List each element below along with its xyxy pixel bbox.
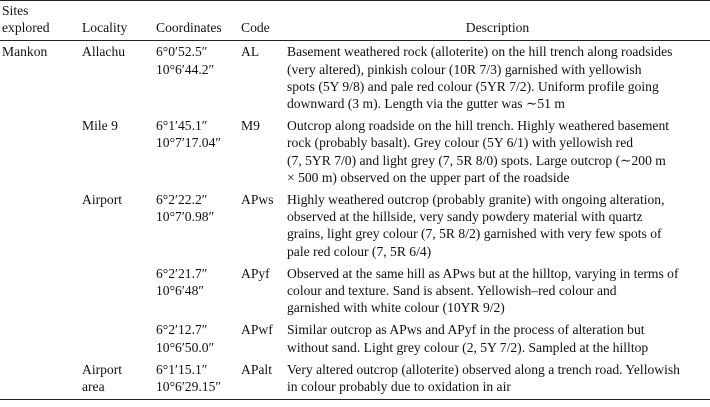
longitude: 10°6′50.0″ [156, 339, 215, 355]
locality-cell: Allachu [82, 44, 126, 60]
site-cell: Mankon [2, 44, 48, 60]
table-row [0, 115, 710, 189]
locality-cell [80, 263, 154, 320]
description-line: Very altered outcrop (alloterite) observed along a trench road. Yellowish [287, 361, 680, 377]
site-cell [0, 359, 80, 400]
locality-line: Airport [82, 361, 123, 377]
table-row [0, 359, 710, 400]
description-cell [285, 263, 710, 320]
code-cell: APyf [241, 265, 270, 281]
table-row [0, 263, 710, 320]
longitude: 10°6′29.15″ [156, 379, 222, 395]
description-cell [285, 359, 710, 400]
coordinates-cell [154, 115, 239, 189]
description-line: pale red colour (7, 5R 6/4) [287, 243, 432, 259]
coordinates-cell [154, 41, 239, 115]
description-line: garnished with white colour (10YR 9/2) [287, 300, 505, 316]
table-row [0, 319, 710, 358]
description-line: grains, light grey colour (7, 5R 8/2) garnished with very few spots of [287, 226, 662, 242]
coordinates-cell [154, 189, 239, 263]
locality-line: area [82, 379, 105, 395]
header-row [0, 1, 710, 41]
header-sites-explored [0, 1, 80, 41]
locality-cell: Mile 9 [82, 118, 118, 134]
description-line: (very altered), pinkish colour (10R 7/3) garnished with yellowish [287, 61, 642, 77]
site-cell [0, 263, 80, 320]
latitude: 6°2′12.7″ [156, 322, 208, 338]
description-line: spots (5Y 9/8) and pale red colour (5YR 7/2). Uniform profile going [287, 78, 659, 94]
longitude: 10°6′44.2″ [156, 61, 215, 77]
header-code: Code [239, 1, 285, 41]
locality-cell [80, 319, 154, 358]
header-description: Description [285, 1, 710, 41]
table-row [0, 189, 710, 263]
table-row [0, 41, 710, 115]
description-line: Highly weathered outcrop (probably granite) with ongoing alteration, [287, 192, 665, 208]
description-line: without sand. Light grey colour (2, 5Y 7/2). Sampled at the hilltop [287, 339, 649, 355]
description-line: observed at the hillside, very sandy powdery material with quartz [287, 209, 643, 225]
description-line: Similar outcrop as APws and APyf in the process of alteration but [287, 322, 645, 338]
longitude: 10°7′17.04″ [156, 135, 222, 151]
longitude: 10°6′48″ [156, 283, 205, 299]
header-sites-line: Sites [2, 3, 29, 18]
description-line: downward (3 m). Length via the gutter was ∼51 m [287, 96, 565, 112]
description-line: Observed at the same hill as APws but at the hilltop, varying in terms of [287, 265, 679, 281]
description-cell [285, 41, 710, 115]
locality-cell [80, 359, 154, 400]
code-cell: M9 [241, 118, 260, 134]
latitude: 6°1′15.1″ [156, 361, 208, 377]
coordinates-cell [154, 359, 239, 400]
latitude: 6°2′21.7″ [156, 265, 208, 281]
coordinates-cell [154, 263, 239, 320]
header-explored-line: explored [2, 20, 50, 36]
code-cell: AL [241, 44, 260, 60]
header-coordinates: Coordinates [154, 1, 239, 41]
description-line: colour and texture. Sand is absent. Yellowish–red colour and [287, 283, 617, 299]
description-cell [285, 319, 710, 358]
latitude: 6°0′52.5″ [156, 44, 208, 60]
header-locality: Locality [80, 1, 154, 41]
coordinates-cell [154, 319, 239, 358]
description-cell [285, 189, 710, 263]
code-cell: APalt [239, 359, 285, 400]
description-line: Outcrop along roadside on the hill trench. Highly weathered basement [287, 118, 670, 134]
locality-cell: Airport [82, 192, 123, 208]
description-line: Basement weathered rock (alloterite) on the hill trench along roadsides [287, 44, 673, 60]
code-cell: APws [241, 192, 274, 208]
site-cell [0, 115, 80, 189]
description-line: rock (probably basalt). Grey colour (5Y 6/1) with yellowish red [287, 135, 634, 151]
site-cell [0, 189, 80, 263]
description-line: in colour probably due to oxidation in air [287, 379, 511, 395]
description-line: (7, 5YR 7/0) and light grey (7, 5R 8/0) spots. Large outcrop (∼200 m [287, 152, 666, 168]
longitude: 10°7′0.98″ [156, 209, 215, 225]
description-cell [285, 115, 710, 189]
code-cell: APwf [241, 322, 273, 338]
site-cell [0, 319, 80, 358]
latitude: 6°2′22.2″ [156, 192, 208, 208]
description-line: × 500 m) observed on the upper part of the roadside [287, 169, 570, 185]
latitude: 6°1′45.1″ [156, 118, 208, 134]
